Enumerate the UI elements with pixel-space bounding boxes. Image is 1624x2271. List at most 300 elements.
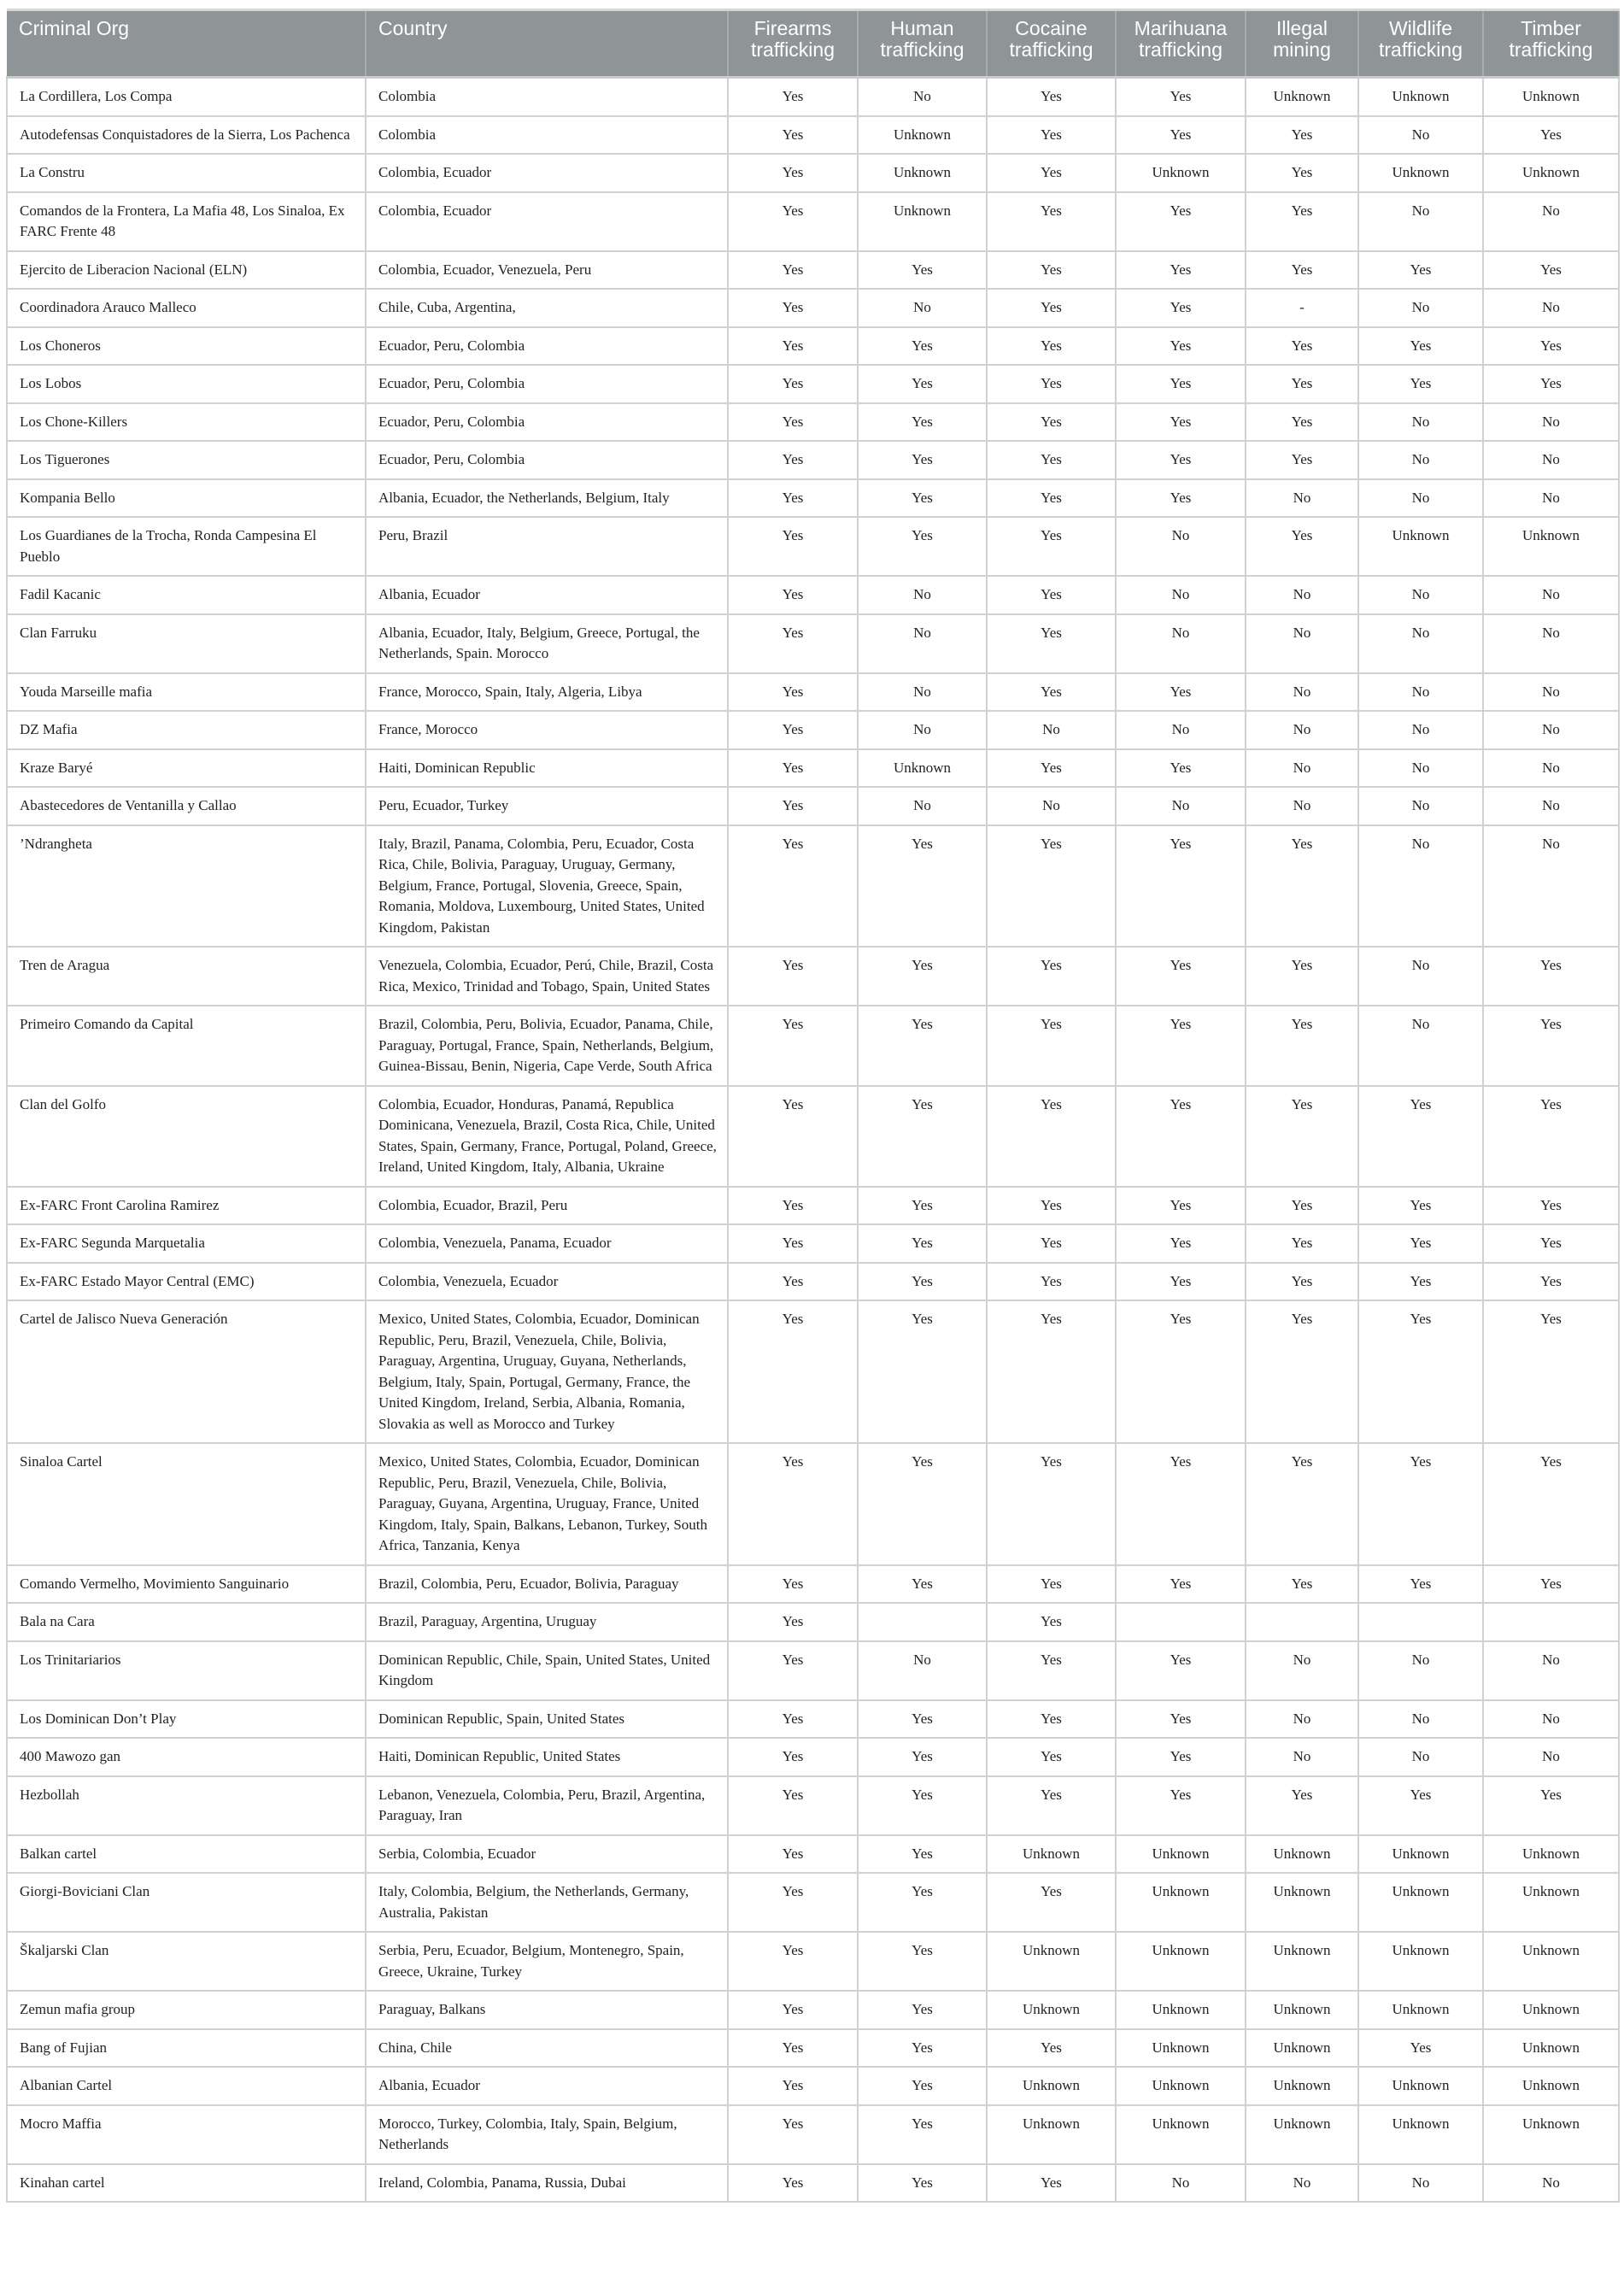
firearms-cell: Yes (728, 1738, 858, 1776)
cocaine-cell: Yes (987, 251, 1116, 290)
human-cell: Yes (858, 1873, 987, 1932)
human-cell (858, 1603, 987, 1641)
human-cell: Yes (858, 1776, 987, 1835)
illegal-mining-cell: Unknown (1246, 2067, 1358, 2105)
country-cell: Colombia, Ecuador, Honduras, Panamá, Republica Dominicana, Venezuela, Brazil, Costa Rica, Chile, United States, Spain, Germany, France, Portugal, Poland, Greece, Ireland, United Kingdom, Italy, Albania, Ukraine (366, 1086, 728, 1187)
human-cell: Yes (858, 365, 987, 403)
illegal-mining-cell: Yes (1246, 1263, 1358, 1301)
country-cell: Italy, Brazil, Panama, Colombia, Peru, Ecuador, Costa Rica, Chile, Bolivia, Paraguay, Uruguay, Germany, Belgium, France, Portugal, Slovenia, Greece, Spain, Romania, Moldova, Luxembourg, United States, United Kingdom, Pakistan (366, 825, 728, 948)
illegal-mining-cell: No (1246, 1738, 1358, 1776)
illegal-mining-cell: Yes (1246, 154, 1358, 192)
cocaine-cell: Yes (987, 1738, 1116, 1776)
country-cell: China, Chile (366, 2029, 728, 2068)
org-name-cell: Primeiro Comando da Capital (7, 1006, 366, 1086)
org-name-cell: Kraze Baryé (7, 749, 366, 788)
cocaine-cell: Yes (987, 1224, 1116, 1263)
human-cell: Yes (858, 1991, 987, 2029)
illegal-mining-cell: Yes (1246, 251, 1358, 290)
timber-cell: Unknown (1483, 154, 1619, 192)
timber-cell: Yes (1483, 327, 1619, 366)
column-header-human: Human trafficking (858, 10, 987, 78)
country-cell: Colombia, Ecuador (366, 192, 728, 251)
timber-cell: No (1483, 1641, 1619, 1700)
wildlife-cell: Yes (1358, 1776, 1483, 1835)
human-cell: No (858, 1641, 987, 1700)
marihuana-cell: Yes (1116, 1776, 1246, 1835)
timber-cell: No (1483, 787, 1619, 825)
wildlife-cell: No (1358, 787, 1483, 825)
illegal-mining-cell: Yes (1246, 327, 1358, 366)
human-cell: Yes (858, 327, 987, 366)
cocaine-cell: Yes (987, 673, 1116, 712)
firearms-cell: Yes (728, 1224, 858, 1263)
org-name-cell: Cartel de Jalisco Nueva Generación (7, 1300, 366, 1443)
firearms-cell: Yes (728, 2105, 858, 2164)
firearms-cell: Yes (728, 1641, 858, 1700)
wildlife-cell: Yes (1358, 1565, 1483, 1604)
country-cell: Colombia, Venezuela, Ecuador (366, 1263, 728, 1301)
timber-cell: Unknown (1483, 2105, 1619, 2164)
org-name-cell: Los Dominican Don’t Play (7, 1700, 366, 1739)
country-cell: Colombia, Ecuador, Venezuela, Peru (366, 251, 728, 290)
cocaine-cell: Yes (987, 517, 1116, 576)
country-cell: France, Morocco, Spain, Italy, Algeria, Libya (366, 673, 728, 712)
cocaine-cell: No (987, 711, 1116, 749)
table-row (7, 1932, 1619, 1991)
marihuana-cell: Yes (1116, 251, 1246, 290)
wildlife-cell: Yes (1358, 1086, 1483, 1187)
country-cell: Albania, Ecuador, Italy, Belgium, Greece, Portugal, the Netherlands, Spain. Morocco (366, 614, 728, 673)
illegal-mining-cell: Yes (1246, 1224, 1358, 1263)
timber-cell: Unknown (1483, 2067, 1619, 2105)
illegal-mining-cell: Yes (1246, 365, 1358, 403)
illegal-mining-cell: Yes (1246, 1300, 1358, 1443)
table-row (7, 1006, 1619, 1086)
timber-cell: No (1483, 192, 1619, 251)
human-cell: Yes (858, 947, 987, 1006)
timber-cell: Unknown (1483, 1932, 1619, 1991)
timber-cell: Yes (1483, 947, 1619, 1006)
org-name-cell: Fadil Kacanic (7, 576, 366, 614)
timber-cell: Yes (1483, 1776, 1619, 1835)
timber-cell: No (1483, 576, 1619, 614)
table-row (7, 2105, 1619, 2164)
wildlife-cell: No (1358, 1641, 1483, 1700)
marihuana-cell (1116, 1603, 1246, 1641)
marihuana-cell: Unknown (1116, 1873, 1246, 1932)
org-name-cell: La Constru (7, 154, 366, 192)
country-cell: Mexico, United States, Colombia, Ecuador, Dominican Republic, Peru, Brazil, Venezuela, Chile, Bolivia, Paraguay, Argentina, Uruguay, Guyana, Netherlands, Belgium, Italy, Spain, Portugal, Germany, France, the United Kingdom, Ireland, Serbia, Albania, Romania, Slovakia as well as Morocco and Turkey (366, 1300, 728, 1443)
org-name-cell: Ex-FARC Segunda Marquetalia (7, 1224, 366, 1263)
country-cell: Colombia (366, 78, 728, 116)
country-cell: Ecuador, Peru, Colombia (366, 327, 728, 366)
country-cell: Brazil, Colombia, Peru, Bolivia, Ecuador, Panama, Chile, Paraguay, Portugal, France, Spain, Netherlands, Belgium, Guinea-Bissau, Benin, Nigeria, Cape Verde, South Africa (366, 1006, 728, 1086)
org-name-cell: Tren de Aragua (7, 947, 366, 1006)
human-cell: Unknown (858, 192, 987, 251)
org-name-cell: Balkan cartel (7, 1835, 366, 1874)
cocaine-cell: Yes (987, 403, 1116, 442)
timber-cell: Yes (1483, 116, 1619, 155)
org-name-cell: Los Guardianes de la Trocha, Ronda Campesina El Pueblo (7, 517, 366, 576)
table-row (7, 749, 1619, 788)
human-cell: Yes (858, 1224, 987, 1263)
firearms-cell: Yes (728, 673, 858, 712)
cocaine-cell: Yes (987, 1263, 1116, 1301)
timber-cell: No (1483, 403, 1619, 442)
timber-cell: No (1483, 289, 1619, 327)
marihuana-cell: Yes (1116, 365, 1246, 403)
table-row (7, 576, 1619, 614)
marihuana-cell: Yes (1116, 1224, 1246, 1263)
marihuana-cell: Unknown (1116, 1932, 1246, 1991)
wildlife-cell: No (1358, 825, 1483, 948)
illegal-mining-cell: Yes (1246, 1776, 1358, 1835)
firearms-cell: Yes (728, 1835, 858, 1874)
firearms-cell: Yes (728, 1443, 858, 1565)
firearms-cell: Yes (728, 1932, 858, 1991)
human-cell: No (858, 673, 987, 712)
human-cell: Yes (858, 1738, 987, 1776)
human-cell: No (858, 711, 987, 749)
human-cell: Yes (858, 1086, 987, 1187)
timber-cell: No (1483, 1700, 1619, 1739)
table-row (7, 711, 1619, 749)
human-cell: Yes (858, 2029, 987, 2068)
country-cell: Brazil, Colombia, Peru, Ecuador, Bolivia, Paraguay (366, 1565, 728, 1604)
country-cell: Venezuela, Colombia, Ecuador, Perú, Chile, Brazil, Costa Rica, Mexico, Trinidad and Tobago, Spain, United States (366, 947, 728, 1006)
firearms-cell: Yes (728, 947, 858, 1006)
illegal-mining-cell: Yes (1246, 441, 1358, 479)
firearms-cell: Yes (728, 2029, 858, 2068)
marihuana-cell: No (1116, 787, 1246, 825)
country-cell: Ecuador, Peru, Colombia (366, 441, 728, 479)
human-cell: Yes (858, 2067, 987, 2105)
country-cell: Albania, Ecuador (366, 2067, 728, 2105)
table-row (7, 825, 1619, 948)
human-cell: Yes (858, 1443, 987, 1565)
wildlife-cell: Unknown (1358, 2067, 1483, 2105)
country-cell: Peru, Brazil (366, 517, 728, 576)
cocaine-cell: Unknown (987, 2067, 1116, 2105)
table-row (7, 1187, 1619, 1225)
marihuana-cell: No (1116, 2164, 1246, 2203)
org-name-cell: Ex-FARC Front Carolina Ramirez (7, 1187, 366, 1225)
org-name-cell: Los Chone-Killers (7, 403, 366, 442)
cocaine-cell: Yes (987, 947, 1116, 1006)
wildlife-cell: No (1358, 614, 1483, 673)
marihuana-cell: Yes (1116, 1443, 1246, 1565)
firearms-cell: Yes (728, 154, 858, 192)
org-name-cell: Clan Farruku (7, 614, 366, 673)
cocaine-cell: Yes (987, 365, 1116, 403)
wildlife-cell: No (1358, 192, 1483, 251)
table-row (7, 327, 1619, 366)
timber-cell: No (1483, 673, 1619, 712)
marihuana-cell: Yes (1116, 1300, 1246, 1443)
timber-cell: Yes (1483, 1224, 1619, 1263)
firearms-cell: Yes (728, 1776, 858, 1835)
human-cell: Yes (858, 1565, 987, 1604)
illegal-mining-cell: Yes (1246, 116, 1358, 155)
timber-cell: Unknown (1483, 1991, 1619, 2029)
marihuana-cell: No (1116, 614, 1246, 673)
timber-cell: No (1483, 2164, 1619, 2203)
wildlife-cell: No (1358, 673, 1483, 712)
wildlife-cell: No (1358, 1738, 1483, 1776)
table-row (7, 787, 1619, 825)
marihuana-cell: Yes (1116, 1263, 1246, 1301)
country-cell: Ecuador, Peru, Colombia (366, 365, 728, 403)
firearms-cell: Yes (728, 711, 858, 749)
illegal-mining-cell: Yes (1246, 1086, 1358, 1187)
marihuana-cell: No (1116, 517, 1246, 576)
country-cell: Morocco, Turkey, Colombia, Italy, Spain, Belgium, Netherlands (366, 2105, 728, 2164)
cocaine-cell: Yes (987, 2164, 1116, 2203)
org-name-cell: Sinaloa Cartel (7, 1443, 366, 1565)
wildlife-cell: No (1358, 576, 1483, 614)
cocaine-cell: Yes (987, 2029, 1116, 2068)
cocaine-cell: Yes (987, 614, 1116, 673)
wildlife-cell: No (1358, 289, 1483, 327)
country-cell: Dominican Republic, Spain, United States (366, 1700, 728, 1739)
country-cell: Lebanon, Venezuela, Colombia, Peru, Brazil, Argentina, Paraguay, Iran (366, 1776, 728, 1835)
table-row (7, 365, 1619, 403)
firearms-cell: Yes (728, 192, 858, 251)
timber-cell: No (1483, 825, 1619, 948)
cocaine-cell: No (987, 787, 1116, 825)
illegal-mining-cell: Yes (1246, 1443, 1358, 1565)
cocaine-cell: Yes (987, 1187, 1116, 1225)
org-name-cell: Kompania Bello (7, 479, 366, 518)
firearms-cell: Yes (728, 289, 858, 327)
table-row (7, 403, 1619, 442)
org-name-cell: La Cordillera, Los Compa (7, 78, 366, 116)
firearms-cell: Yes (728, 2164, 858, 2203)
table-row (7, 1873, 1619, 1932)
cocaine-cell: Yes (987, 479, 1116, 518)
table-row (7, 479, 1619, 518)
org-name-cell: Mocro Maffia (7, 2105, 366, 2164)
column-header-criminal-org: Criminal Org (7, 10, 366, 78)
illegal-mining-cell: Yes (1246, 192, 1358, 251)
wildlife-cell: Unknown (1358, 2105, 1483, 2164)
table-row (7, 289, 1619, 327)
wildlife-cell: Unknown (1358, 1873, 1483, 1932)
firearms-cell: Yes (728, 1263, 858, 1301)
timber-cell: Unknown (1483, 78, 1619, 116)
marihuana-cell: Yes (1116, 1565, 1246, 1604)
org-name-cell: Bang of Fujian (7, 2029, 366, 2068)
marihuana-cell: Yes (1116, 947, 1246, 1006)
human-cell: Yes (858, 403, 987, 442)
table-row (7, 78, 1619, 116)
org-name-cell: Giorgi-Boviciani Clan (7, 1873, 366, 1932)
wildlife-cell: Yes (1358, 1263, 1483, 1301)
table-row (7, 1991, 1619, 2029)
illegal-mining-cell: Unknown (1246, 1932, 1358, 1991)
wildlife-cell: Unknown (1358, 1835, 1483, 1874)
human-cell: Unknown (858, 116, 987, 155)
marihuana-cell: Yes (1116, 289, 1246, 327)
table-row (7, 614, 1619, 673)
org-name-cell: Kinahan cartel (7, 2164, 366, 2203)
marihuana-cell: Yes (1116, 479, 1246, 518)
org-name-cell: Coordinadora Arauco Malleco (7, 289, 366, 327)
human-cell: No (858, 78, 987, 116)
firearms-cell: Yes (728, 614, 858, 673)
timber-cell: No (1483, 749, 1619, 788)
illegal-mining-cell: Unknown (1246, 1873, 1358, 1932)
country-cell: Haiti, Dominican Republic (366, 749, 728, 788)
country-cell: Colombia, Ecuador (366, 154, 728, 192)
wildlife-cell: Yes (1358, 1187, 1483, 1225)
table-row (7, 154, 1619, 192)
timber-cell: Yes (1483, 1187, 1619, 1225)
cocaine-cell: Yes (987, 327, 1116, 366)
timber-cell: No (1483, 479, 1619, 518)
cocaine-cell: Yes (987, 749, 1116, 788)
cocaine-cell: Yes (987, 1006, 1116, 1086)
human-cell: No (858, 787, 987, 825)
org-name-cell: Bala na Cara (7, 1603, 366, 1641)
timber-cell: Yes (1483, 1006, 1619, 1086)
table-row (7, 1224, 1619, 1263)
org-name-cell: Hezbollah (7, 1776, 366, 1835)
table-row (7, 2067, 1619, 2105)
wildlife-cell: Unknown (1358, 154, 1483, 192)
table-row (7, 1738, 1619, 1776)
cocaine-cell: Yes (987, 1086, 1116, 1187)
org-name-cell: Comando Vermelho, Movimiento Sanguinario (7, 1565, 366, 1604)
column-header-cocaine: Cocaine trafficking (987, 10, 1116, 78)
country-cell: France, Morocco (366, 711, 728, 749)
marihuana-cell: Yes (1116, 327, 1246, 366)
table-row (7, 1300, 1619, 1443)
illegal-mining-cell: No (1246, 673, 1358, 712)
marihuana-cell: No (1116, 711, 1246, 749)
firearms-cell: Yes (728, 1700, 858, 1739)
wildlife-cell: No (1358, 403, 1483, 442)
firearms-cell: Yes (728, 1006, 858, 1086)
timber-cell: No (1483, 614, 1619, 673)
table-row (7, 1641, 1619, 1700)
wildlife-cell: No (1358, 116, 1483, 155)
country-cell: Dominican Republic, Chile, Spain, United States, United Kingdom (366, 1641, 728, 1700)
country-cell: Mexico, United States, Colombia, Ecuador, Dominican Republic, Peru, Brazil, Venezuela, Chile, Bolivia, Paraguay, Guyana, Argentina, Uruguay, France, United Kingdom, Italy, Spain, Balkans, Lebanon, Turkey, South Africa, Tanzania, Kenya (366, 1443, 728, 1565)
org-name-cell: Ex-FARC Estado Mayor Central (EMC) (7, 1263, 366, 1301)
marihuana-cell: Yes (1116, 1700, 1246, 1739)
human-cell: Yes (858, 2164, 987, 2203)
column-header-wildlife: Wildlife trafficking (1358, 10, 1483, 78)
table-row (7, 1263, 1619, 1301)
illegal-mining-cell: Yes (1246, 1187, 1358, 1225)
wildlife-cell: No (1358, 1006, 1483, 1086)
marihuana-cell: Yes (1116, 116, 1246, 155)
human-cell: No (858, 576, 987, 614)
table-row (7, 1835, 1619, 1874)
firearms-cell: Yes (728, 479, 858, 518)
firearms-cell: Yes (728, 116, 858, 155)
firearms-cell: Yes (728, 787, 858, 825)
wildlife-cell: Yes (1358, 365, 1483, 403)
marihuana-cell: Yes (1116, 1086, 1246, 1187)
marihuana-cell: Yes (1116, 192, 1246, 251)
cocaine-cell: Yes (987, 192, 1116, 251)
table-row (7, 441, 1619, 479)
country-cell: Paraguay, Balkans (366, 1991, 728, 2029)
country-cell: Italy, Colombia, Belgium, the Netherlands, Germany, Australia, Pakistan (366, 1873, 728, 1932)
illegal-mining-cell: No (1246, 787, 1358, 825)
wildlife-cell: No (1358, 947, 1483, 1006)
timber-cell: Unknown (1483, 1835, 1619, 1874)
wildlife-cell: Yes (1358, 1224, 1483, 1263)
column-header-firearms: Firearms trafficking (728, 10, 858, 78)
marihuana-cell: Unknown (1116, 2105, 1246, 2164)
country-cell: Serbia, Colombia, Ecuador (366, 1835, 728, 1874)
human-cell: No (858, 614, 987, 673)
illegal-mining-cell: Unknown (1246, 1991, 1358, 2029)
table-row (7, 192, 1619, 251)
wildlife-cell: Unknown (1358, 78, 1483, 116)
table-row (7, 2029, 1619, 2068)
illegal-mining-cell: Unknown (1246, 78, 1358, 116)
illegal-mining-cell: Unknown (1246, 2029, 1358, 2068)
wildlife-cell (1358, 1603, 1483, 1641)
wildlife-cell: No (1358, 749, 1483, 788)
timber-cell: Unknown (1483, 2029, 1619, 2068)
firearms-cell: Yes (728, 825, 858, 948)
country-cell: Ireland, Colombia, Panama, Russia, Dubai (366, 2164, 728, 2203)
wildlife-cell: Yes (1358, 327, 1483, 366)
country-cell: Albania, Ecuador (366, 576, 728, 614)
marihuana-cell: Yes (1116, 749, 1246, 788)
illegal-mining-cell: No (1246, 1641, 1358, 1700)
firearms-cell: Yes (728, 749, 858, 788)
marihuana-cell: Yes (1116, 825, 1246, 948)
cocaine-cell: Yes (987, 116, 1116, 155)
cocaine-cell: Unknown (987, 1991, 1116, 2029)
firearms-cell: Yes (728, 1873, 858, 1932)
cocaine-cell: Yes (987, 1443, 1116, 1565)
human-cell: Unknown (858, 749, 987, 788)
table-row (7, 2164, 1619, 2203)
marihuana-cell: Yes (1116, 78, 1246, 116)
human-cell: Yes (858, 479, 987, 518)
country-cell: Albania, Ecuador, the Netherlands, Belgium, Italy (366, 479, 728, 518)
country-cell: Colombia, Venezuela, Panama, Ecuador (366, 1224, 728, 1263)
org-name-cell: Los Choneros (7, 327, 366, 366)
human-cell: Unknown (858, 154, 987, 192)
firearms-cell: Yes (728, 1603, 858, 1641)
firearms-cell: Yes (728, 327, 858, 366)
cocaine-cell: Yes (987, 576, 1116, 614)
cocaine-cell: Yes (987, 825, 1116, 948)
wildlife-cell: Unknown (1358, 517, 1483, 576)
cocaine-cell: Yes (987, 78, 1116, 116)
wildlife-cell: No (1358, 441, 1483, 479)
wildlife-cell: No (1358, 479, 1483, 518)
firearms-cell: Yes (728, 403, 858, 442)
table-row (7, 517, 1619, 576)
firearms-cell: Yes (728, 441, 858, 479)
human-cell: Yes (858, 441, 987, 479)
human-cell: Yes (858, 1187, 987, 1225)
table-row (7, 1565, 1619, 1604)
firearms-cell: Yes (728, 576, 858, 614)
cocaine-cell: Yes (987, 1603, 1116, 1641)
firearms-cell: Yes (728, 1300, 858, 1443)
illegal-mining-cell: No (1246, 749, 1358, 788)
